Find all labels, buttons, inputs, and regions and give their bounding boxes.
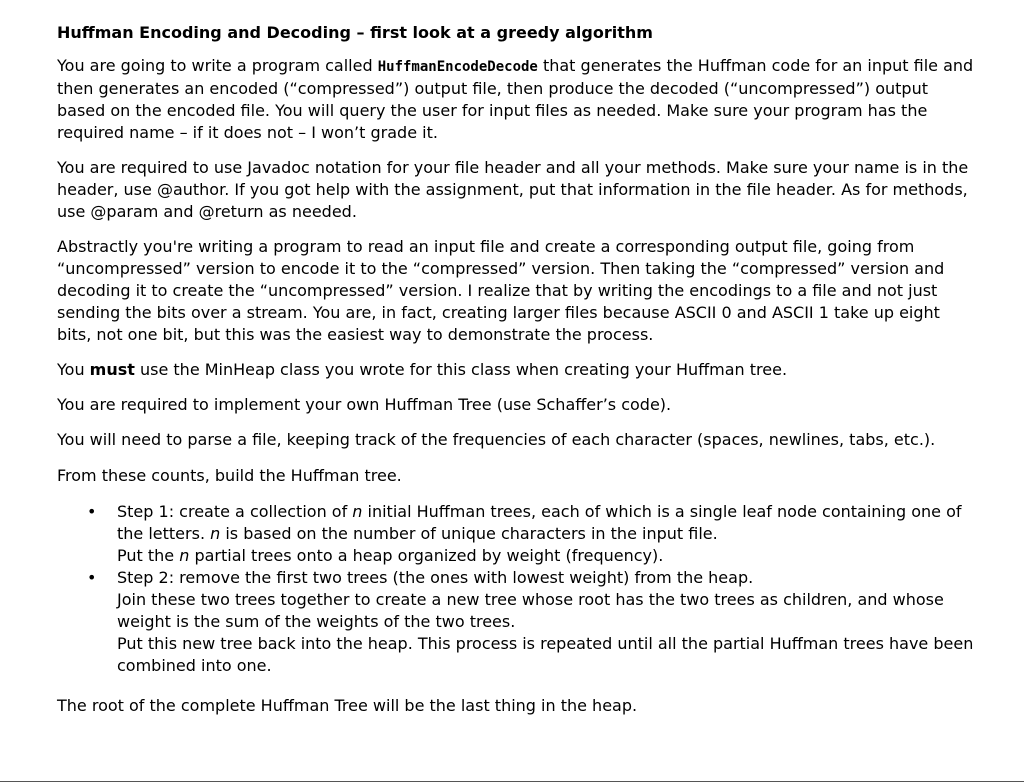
- bullet-icon: •: [87, 568, 97, 587]
- document-title: Huffman Encoding and Decoding – first look at a greedy algorithm: [57, 23, 653, 42]
- paragraph-gap: [57, 487, 977, 501]
- build-tree-paragraph: From these counts, build the Huffman tree.: [57, 466, 402, 485]
- assignment-document: [57, 22, 977, 730]
- minheap-rest: use the MinHeap class you wrote for this class when creating your Huffman tree.: [134, 360, 788, 379]
- step-1-line2-b: partial trees onto a heap organized by weight (frequency).: [189, 546, 664, 565]
- must-emphasis: must: [89, 360, 135, 379]
- program-name: HuffmanEncodeDecode: [377, 59, 538, 75]
- huffman-tree-paragraph: You are required to implement your own Huffman Tree (use Schaffer’s code).: [57, 395, 672, 414]
- intro-rest: that generates the Huffman code for an input file and then generates an encoded (“compressed”) output file, then produce the decoded (“uncompressed”) output based on the encoded file. You will query the user for input files as needed. Make sure your program has the required name – if it does not – I won’t grade it.: [57, 56, 974, 142]
- closing-paragraph: The root of the complete Huffman Tree will be the last thing in the heap.: [57, 696, 638, 715]
- step-2-line-1: Step 2: remove the first two trees (the ones with lowest weight) from the heap.: [117, 568, 754, 587]
- step-1-text-a: Step 1: create a collection of: [117, 502, 353, 521]
- javadoc-paragraph: You are required to use Javadoc notation for your file header and all your methods. Make sure your name is in the header, use @author. If you got help with the assignment, put that information in the file header. As for methods, use @param and @return as needed.: [57, 158, 969, 221]
- bullet-icon: •: [87, 502, 97, 521]
- step-1-line2-a: Put the: [117, 546, 180, 565]
- list-item-step-1: [57, 501, 977, 567]
- list-item-step-2: [57, 567, 977, 677]
- parse-paragraph: You will need to parse a file, keeping track of the frequencies of each character (spaces, newlines, tabs, etc.).: [57, 430, 936, 449]
- step-1-line-2: [117, 545, 977, 567]
- step-1-text-c: is based on the number of unique characters in the input file.: [220, 524, 718, 543]
- step-1-text-b: initial Huffman trees, each of which is a single leaf node containing one of the letters.: [117, 502, 962, 543]
- steps-list: [57, 501, 977, 677]
- step-2-line-2: Join these two trees together to create a new tree whose root has the two trees as children, and whose weight is the sum of the weights of the two trees.: [117, 590, 944, 631]
- step-1-n-italic: n: [352, 502, 363, 521]
- bottom-divider: [0, 781, 1024, 782]
- intro-paragraph: [57, 55, 977, 144]
- abstract-paragraph: Abstractly you're writing a program to read an input file and create a corresponding output file, going from “uncompressed” version to encode it to the “compressed” version. Then taking the “compressed” version and decoding it to create the “uncompressed” version. I realize that by writing the encodings to a file and not just sending the bits over a stream. You are, in fact, creating larger files because ASCII 0 and ASCII 1 take up eight bits, not one bit, but this was the easiest way to demonstrate the process.: [57, 237, 945, 344]
- minheap-lead: You: [57, 360, 90, 379]
- step-1-line-1: [117, 501, 977, 545]
- minheap-paragraph: [57, 359, 977, 381]
- paragraph-gap: [57, 451, 977, 465]
- step-1-n2-italic: n: [210, 524, 221, 543]
- intro-lead: You are going to write a program called: [57, 56, 378, 75]
- step-2-line-3: Put this new tree back into the heap. This process is repeated until all the partial Huffman trees have been combined into one.: [117, 634, 974, 675]
- step-1-line2-n-italic: n: [179, 546, 190, 565]
